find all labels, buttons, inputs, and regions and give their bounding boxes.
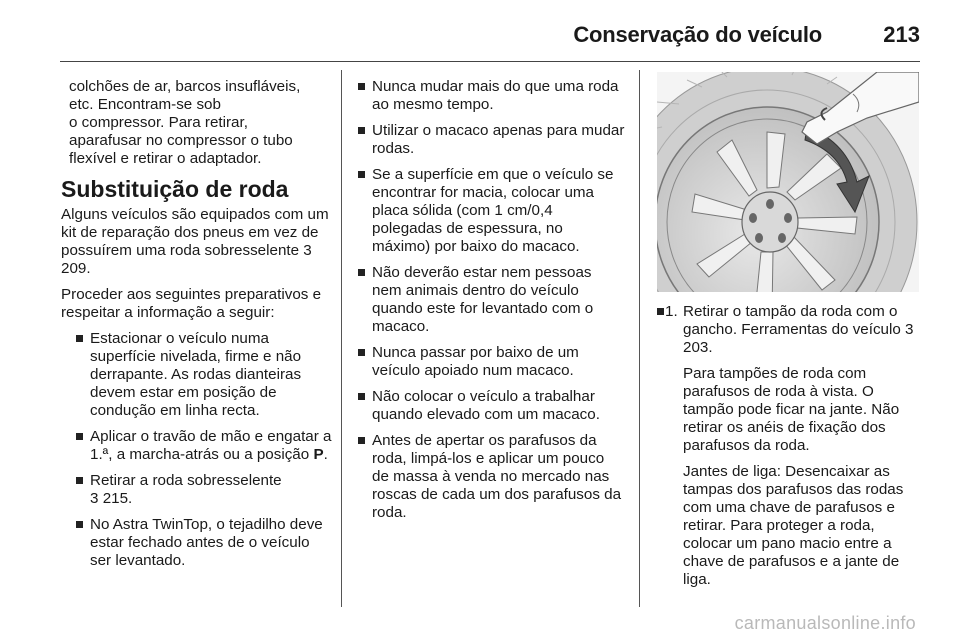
intro-line: o compressor. Para retirar, bbox=[69, 114, 248, 131]
page-ref: 203. bbox=[683, 339, 713, 356]
column-divider-1 bbox=[341, 70, 342, 607]
page-ref-icon: 3 bbox=[90, 490, 99, 507]
step-number: 1. bbox=[665, 303, 678, 320]
list-item: Não deverão estar nem pessoas nem animais dentro do veículo quando este for levantado com o macaco. bbox=[357, 264, 625, 336]
list-item bbox=[75, 428, 333, 464]
paragraph bbox=[61, 206, 333, 278]
page-ref-icon: 3 bbox=[905, 321, 914, 338]
paragraph-text: Alguns veículos são equipados com um kit de reparação dos pneus em vez de possuírem uma roda sobresselente bbox=[61, 206, 329, 259]
footer-watermark: carmanualsonline.info bbox=[734, 613, 916, 633]
column-3 bbox=[656, 303, 922, 597]
bullet-list bbox=[357, 78, 625, 522]
column-divider-2 bbox=[639, 70, 640, 607]
list-item-end: . bbox=[323, 446, 328, 463]
paragraph: Proceder aos seguintes preparativos e respeitar a informação a seguir: bbox=[61, 286, 322, 321]
list-item bbox=[656, 303, 922, 589]
page-ref: 209. bbox=[61, 260, 91, 277]
page-ref-icon: 3 bbox=[303, 242, 312, 259]
list-item: Antes de apertar os parafusos da roda, limpá-los e aplicar um pouco de massa à venda no mercado nas roscas de cada um dos parafusos da roda. bbox=[357, 432, 625, 522]
column-2 bbox=[357, 78, 625, 530]
intro-line: colchões de ar, barcos insufláveis, bbox=[69, 78, 301, 95]
list-item: Nunca passar por baixo de um veículo apoiado num macaco. bbox=[357, 344, 625, 380]
step-text bbox=[683, 303, 922, 357]
list-item bbox=[75, 472, 333, 508]
list-item: Utilizar o macaco apenas para mudar rodas. bbox=[357, 122, 625, 158]
bullet-list bbox=[61, 330, 333, 570]
list-item: Se a superfície em que o veículo se encontrar for macia, colocar uma placa sólida (com 1 cm/0,4 polegadas de espessura, no máximo) por baixo do macaco. bbox=[357, 166, 625, 256]
column-1 bbox=[61, 78, 333, 578]
list-item: Não colocar o veículo a trabalhar quando elevado com um macaco. bbox=[357, 388, 625, 424]
intro-line: etc. Encontram-se sob bbox=[69, 96, 221, 113]
list-item: No Astra TwinTop, o tejadilho deve estar fechado antes de o veículo ser levantado. bbox=[75, 516, 333, 570]
paragraph: Para tampões de roda com parafusos de roda à vista. O tampão pode ficar na jante. Não retirar os anéis de fixação dos parafusos da roda. bbox=[683, 365, 900, 454]
numbered-list bbox=[656, 303, 922, 589]
list-item-text: Aplicar o travão de mão e engatar a 1.ª, a marcha-atrás ou a posição bbox=[90, 428, 332, 463]
page-header-title: Conservação do veículo bbox=[573, 22, 822, 47]
paragraph: Jantes de liga: Desencaixar as tampas dos parafusos das rodas com uma chave de parafusos e retirar. Para proteger a roda, colocar um pano macio entre a chave de parafusos e a jante de liga. bbox=[683, 463, 904, 588]
page-ref: 215. bbox=[102, 490, 133, 507]
continued-text bbox=[61, 78, 333, 168]
list-item: Nunca mudar mais do que uma roda ao mesmo tempo. bbox=[357, 78, 625, 114]
list-item-text: Retirar a roda sobresselente bbox=[90, 472, 282, 489]
step-text-body: Retirar o tampão da roda com o gancho. Ferramentas do veículo bbox=[683, 303, 901, 338]
list-item: Estacionar o veículo numa superfície nivelada, firme e não derrapante. As rodas dianteiras devem estar em posição de condução em linha recta. bbox=[75, 330, 333, 420]
header-divider bbox=[60, 61, 920, 62]
wheel-illustration-svg bbox=[657, 72, 919, 292]
intro-line: aparafusar no compressor o tubo bbox=[69, 132, 293, 149]
gear-position-p: P bbox=[313, 446, 324, 463]
section-heading: Substituição de roda bbox=[61, 176, 289, 202]
intro-line: flexível e retirar o adaptador. bbox=[69, 150, 262, 167]
wheel-cover-illustration bbox=[657, 72, 919, 292]
page-number: 213 bbox=[883, 22, 920, 47]
